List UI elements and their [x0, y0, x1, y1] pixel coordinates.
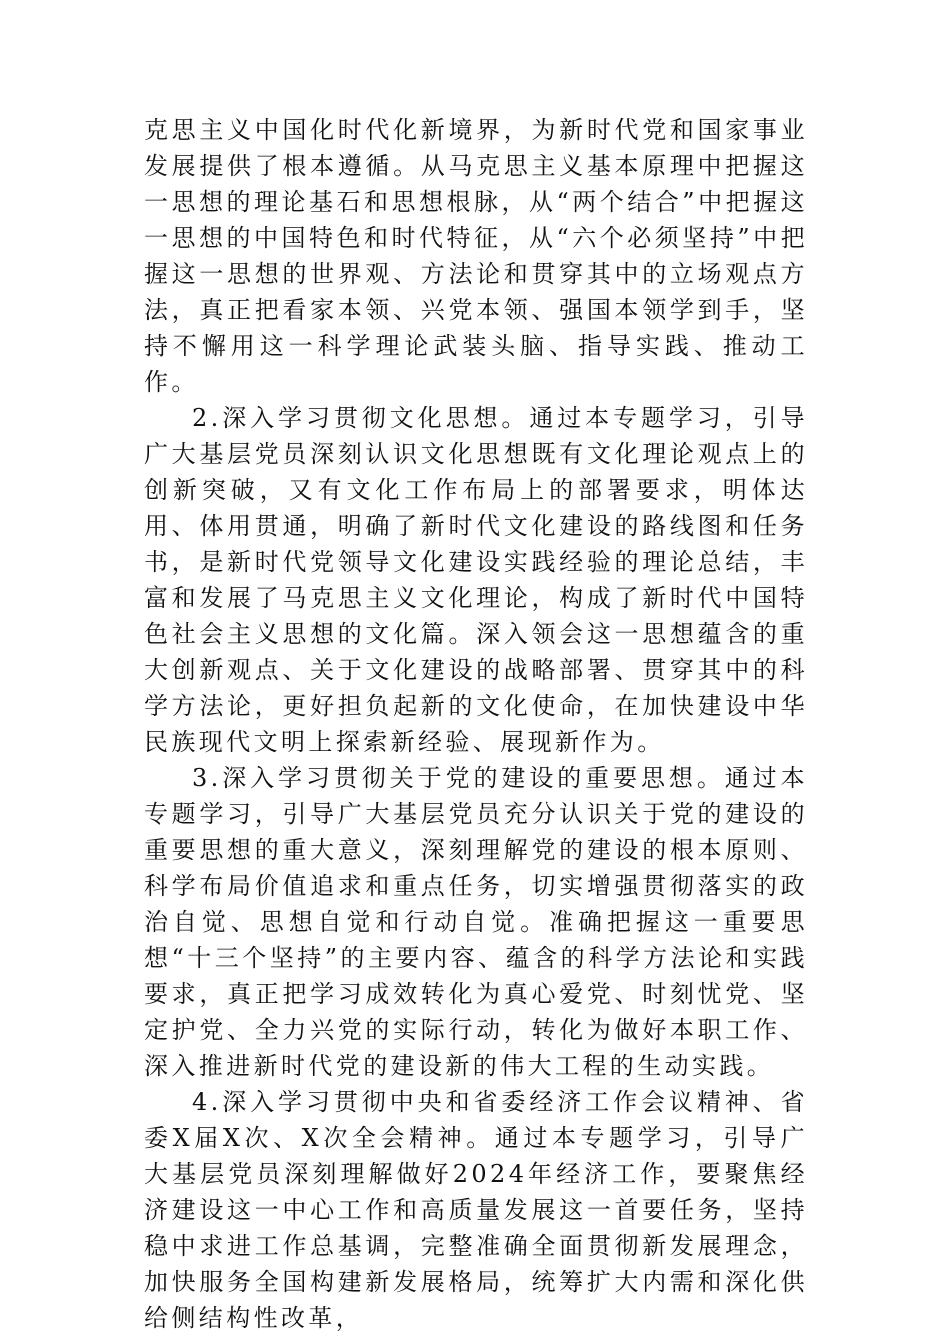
document-body	[144, 112, 808, 1336]
paragraph-economic-work: 4.深入学习贯彻中央和省委经济工作会议精神、省委X届X次、X次全会精神。通过本专题学习，引导广大基层党员深刻理解做好2024年经济工作，要聚焦经济建设这一中心工作和高质量发展这一首要任务，坚持稳中求进工作总基调，完整准确全面贯彻新发展理念，加快服务全国构建新发展格局，统筹扩大内需和深化供给侧结构性改革，	[144, 1088, 808, 1332]
paragraph-party-building: 3.深入学习贯彻关于党的建设的重要思想。通过本专题学习，引导广大基层党员充分认识关于党的建设的重要思想的重大意义，深刻理解党的建设的根本原则、科学布局价值追求和重点任务，切实增强贯彻落实的政治自觉、思想自觉和行动自觉。准确把握这一重要思想“十三个坚持”的主要内容、蕴含的科学方法论和实践要求，真正把学习成效转化为真心爱党、时刻忧党、坚定护党、全力兴党的实际行动，转化为做好本职工作、深入推进新时代党的建设新的伟大工程的生动实践。	[144, 764, 808, 1080]
paragraph-continuation: 克思主义中国化时代化新境界，为新时代党和国家事业发展提供了根本遵循。从马克思主义基本原理中把握这一思想的理论基石和思想根脉，从“两个结合”中把握这一思想的中国特色和时代特征，从“六个必须坚持”中把握这一思想的世界观、方法论和贯穿其中的立场观点方法，真正把看家本领、兴党本领、强国本领学到手，坚持不懈用这一科学理论武装头脑、指导实践、推动工作。	[144, 116, 808, 396]
paragraph-culture-thought: 2.深入学习贯彻文化思想。通过本专题学习，引导广大基层党员深刻认识文化思想既有文化理论观点上的创新突破，又有文化工作布局上的部署要求，明体达用、体用贯通，明确了新时代文化建设的路线图和任务书，是新时代党领导文化建设实践经验的理论总结，丰富和发展了马克思主义文化理论，构成了新时代中国特色社会主义思想的文化篇。深入领会这一思想蕴含的重大创新观点、关于文化建设的战略部署、贯穿其中的科学方法论，更好担负起新的文化使命，在加快建设中华民族现代文明上探索新经验、展现新作为。	[144, 404, 808, 756]
